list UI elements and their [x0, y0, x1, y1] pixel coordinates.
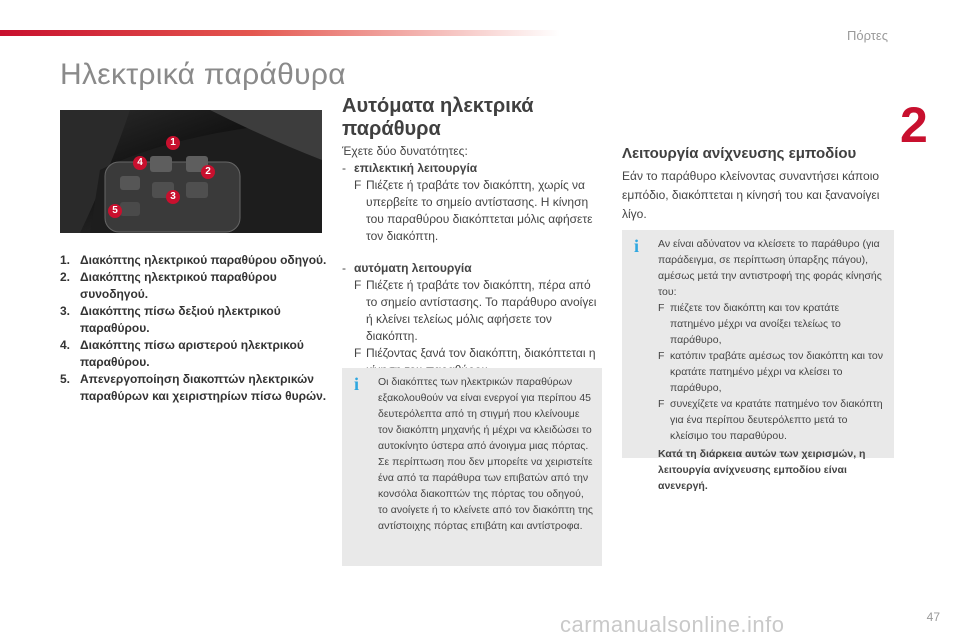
auto-intro: Έχετε δύο δυνατότητες:	[342, 144, 468, 158]
info-box-timing	[342, 368, 602, 566]
info-note-2: Σε περίπτωση που δεν μπορείτε να χειριστείτε ένα από τα παράθυρα των επιβατών από την κονσόλα διακοπτών της πόρτας του οδηγού, το ανοίγετε ή το κλείνετε από τον διακόπτη της αντίστοιχης πόρτας επιβάτη και αντίστροφα.	[378, 456, 593, 532]
page-number: 47	[926, 610, 940, 624]
watermark: carmanualsonline.info	[560, 612, 785, 637]
mode2-step: F Πιέζετε ή τραβάτε τον διακόπτη, πέρα από το σημείο αντίστασης. Το παράθυρο ανοίγει ή κλείνει τελείως μόλις αφήσετε τον διακόπτη.	[354, 278, 597, 343]
antipinch-warning: Κατά τη διάρκεια αυτών των χειρισμών, η λειτουργία ανίχνευσης εμποδίου είναι ανενεργή.	[658, 448, 866, 492]
callout-1: 1	[166, 136, 180, 150]
antipinch-info-intro: Αν είναι αδύνατον να κλείσετε το παράθυρο (για παράδειγμα, σε περίπτωση ύπαρξης πάγου), αμέσως μετά την αντιστροφή της φοράς κίνησής του:	[658, 238, 882, 298]
auto-windows-heading: Αυτόματα ηλεκτρικά παράθυρα	[342, 95, 534, 140]
mode2-step: F Πιέζοντας ξανά τον διακόπτη, διακόπτεται η	[342, 345, 602, 379]
header-band	[0, 0, 960, 52]
chapter-number: 2	[900, 97, 928, 153]
info-icon: i	[634, 236, 640, 256]
antipinch-heading: Λειτουργία ανίχνευσης εμποδίου	[622, 145, 857, 162]
callout-3: 3	[166, 190, 180, 204]
info-note: Οι διακόπτες των ηλεκτρικών παραθύρων εξακολουθούν να είναι ενεργοί για περίπου 45 δευτερόλεπτα από τη στιγμή που κλείνουμε τον διακόπτη μηχανής ή μέχρι να κλειδώσει το αυτοκίνητο ύστερα από άνοιγμα μιας πόρτας.	[378, 376, 592, 452]
bullet-icon: F	[354, 178, 362, 192]
bullet-icon: F	[658, 350, 665, 362]
legend-item: 5. Απενεργοποίηση διακοπτών ηλεκτρικών παραθύρων και χειριστηρίων πίσω θυρών.	[60, 372, 327, 403]
bullet-icon: F	[658, 398, 665, 410]
antipinch-step: F συνεχίζετε να κρατάτε πατημένο τον διακόπτη για ένα περίπου δευτερόλεπτο μετά το κλείσιμο του παραθύρου.	[658, 398, 883, 442]
mode2-title: αυτόματη λειτουργία	[354, 261, 472, 275]
figure-legend	[60, 252, 330, 405]
legend-item: 2. Διακόπτης ηλεκτρικού παραθύρου συνοδηγού.	[60, 270, 277, 301]
mode1-row: - επιλεκτική λειτουργία	[342, 161, 478, 175]
door-panel-illustration	[60, 110, 322, 233]
info-box-antipinch	[622, 230, 894, 492]
antipinch-text: Εάν το παράθυρο κλείνοντας συναντήσει κάποιο εμπόδιο, διακόπτεται η κίνησή του και ξανανοίγει λίγο.	[622, 169, 880, 221]
callout-5: 5	[108, 204, 122, 218]
bullet-icon: F	[354, 278, 362, 292]
legend-item: 4. Διακόπτης πίσω αριστερού ηλεκτρικού παραθύρου.	[60, 338, 304, 369]
callout-2: 2	[201, 165, 215, 179]
info-icon: i	[354, 374, 360, 394]
page-title: Ηλεκτρικά παράθυρα	[60, 58, 346, 91]
mode1-step: F Πιέζετε ή τραβάτε τον διακόπτη, χωρίς να υπερβείτε το σημείο αντίστασης. Η κίνηση του παραθύρου διακόπτεται μόλις αφήσετε τον διακόπτη.	[354, 178, 593, 243]
mode2-row: - αυτόματη λειτουργία	[342, 261, 472, 275]
antipinch-step: F κατόπιν τραβάτε αμέσως τον διακόπτη και τον κρατάτε πατημένο μέχρι να κλείσει το παράθυρο,	[658, 350, 884, 394]
window-switch-photo	[60, 110, 322, 233]
auto-windows-body	[342, 143, 602, 379]
bullet-icon: F	[354, 346, 362, 360]
mode1-title: επιλεκτική λειτουργία	[354, 161, 478, 175]
antipinch-step: F πιέζετε τον διακόπτη και τον κρατάτε πατημένο μέχρι να ανοίξει τελείως το παράθυρο,	[658, 302, 841, 346]
bullet-icon: F	[658, 302, 665, 314]
callout-4: 4	[133, 156, 147, 170]
section-title: Πόρτες	[846, 28, 888, 43]
legend-item: 3. Διακόπτης πίσω δεξιού ηλεκτρικού παραθύρου.	[60, 304, 281, 335]
legend-item: 1. Διακόπτης ηλεκτρικού παραθύρου οδηγού.	[60, 253, 327, 267]
